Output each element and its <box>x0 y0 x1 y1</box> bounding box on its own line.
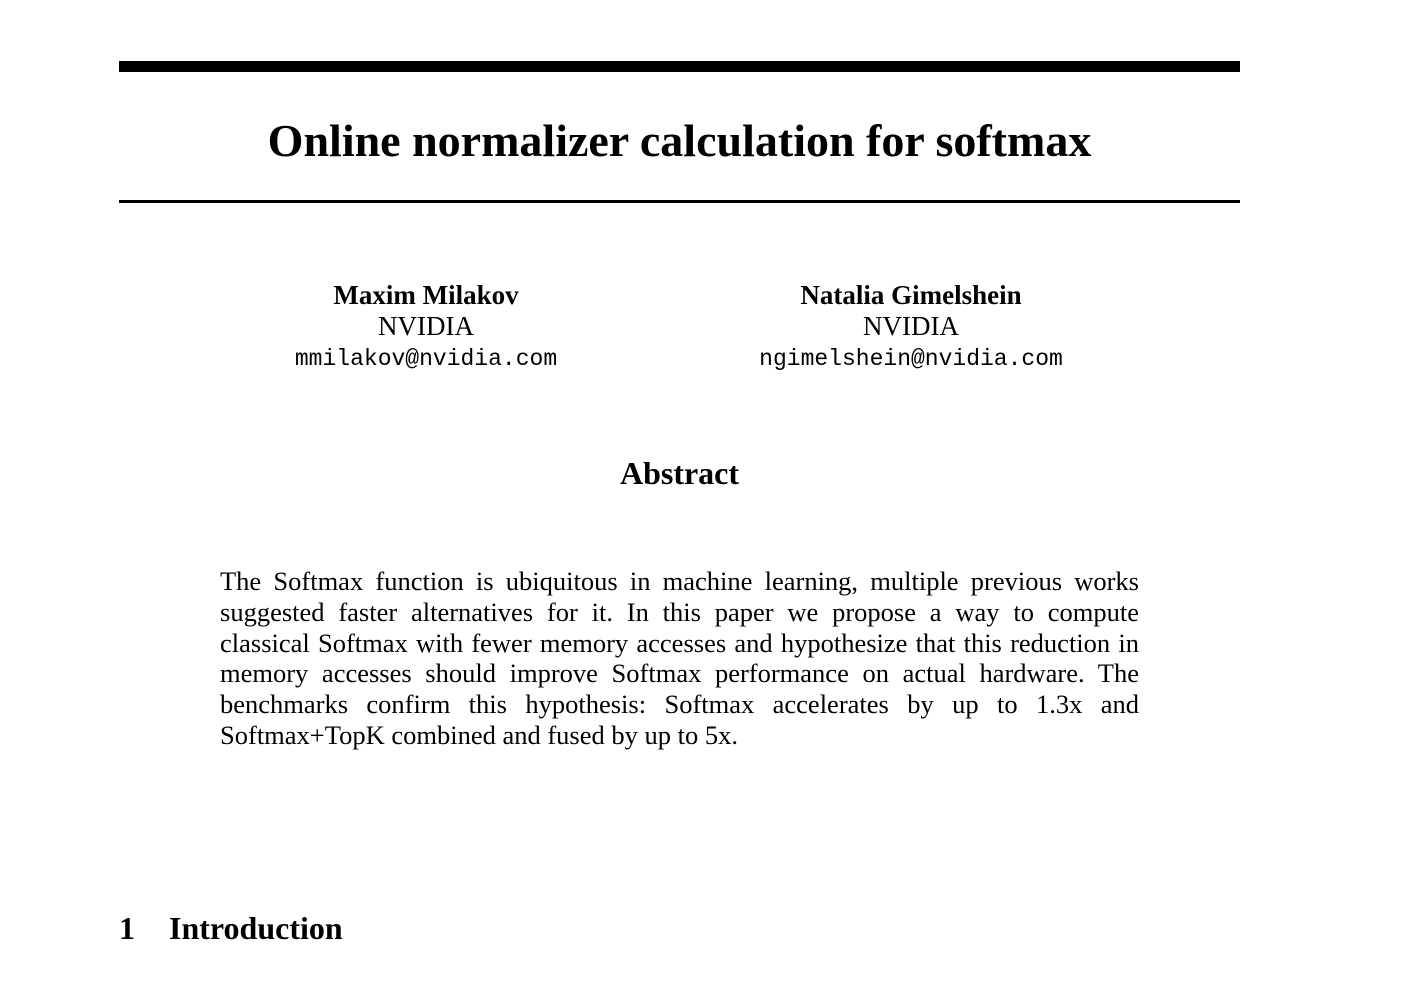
section-heading-introduction <box>119 907 343 949</box>
author-name: Natalia Gimelshein <box>800 280 1022 310</box>
title-bottom-rule <box>119 200 1240 203</box>
title-top-rule <box>119 61 1240 72</box>
author-name: Maxim Milakov <box>333 280 519 310</box>
section-title: Introduction <box>169 910 343 946</box>
author-block <box>226 280 626 376</box>
paper-title: Online normalizer calculation for softmax <box>267 115 1092 166</box>
author-affiliation: NVIDIA <box>863 311 959 341</box>
author-email: ngimelshein@nvidia.com <box>759 346 1063 372</box>
author-block <box>711 280 1111 376</box>
abstract-heading: Abstract <box>619 455 740 491</box>
author-email: mmilakov@nvidia.com <box>294 346 558 372</box>
section-number: 1 <box>119 910 135 946</box>
author-affiliation: NVIDIA <box>378 311 474 341</box>
abstract-text: The Softmax function is ubiquitous in machine learning, multiple previous works suggested faster alternatives for it. In this paper we propose a way to compute classical Softmax with fewer memory accesses and hypothesize that this reduction in memory accesses should improve Softmax performance on actual hardware. The benchmarks confirm this hypothesis: Softmax accelerates by up to 1.3x and Softmax+TopK combined and fused by up to 5x. <box>220 566 1139 750</box>
